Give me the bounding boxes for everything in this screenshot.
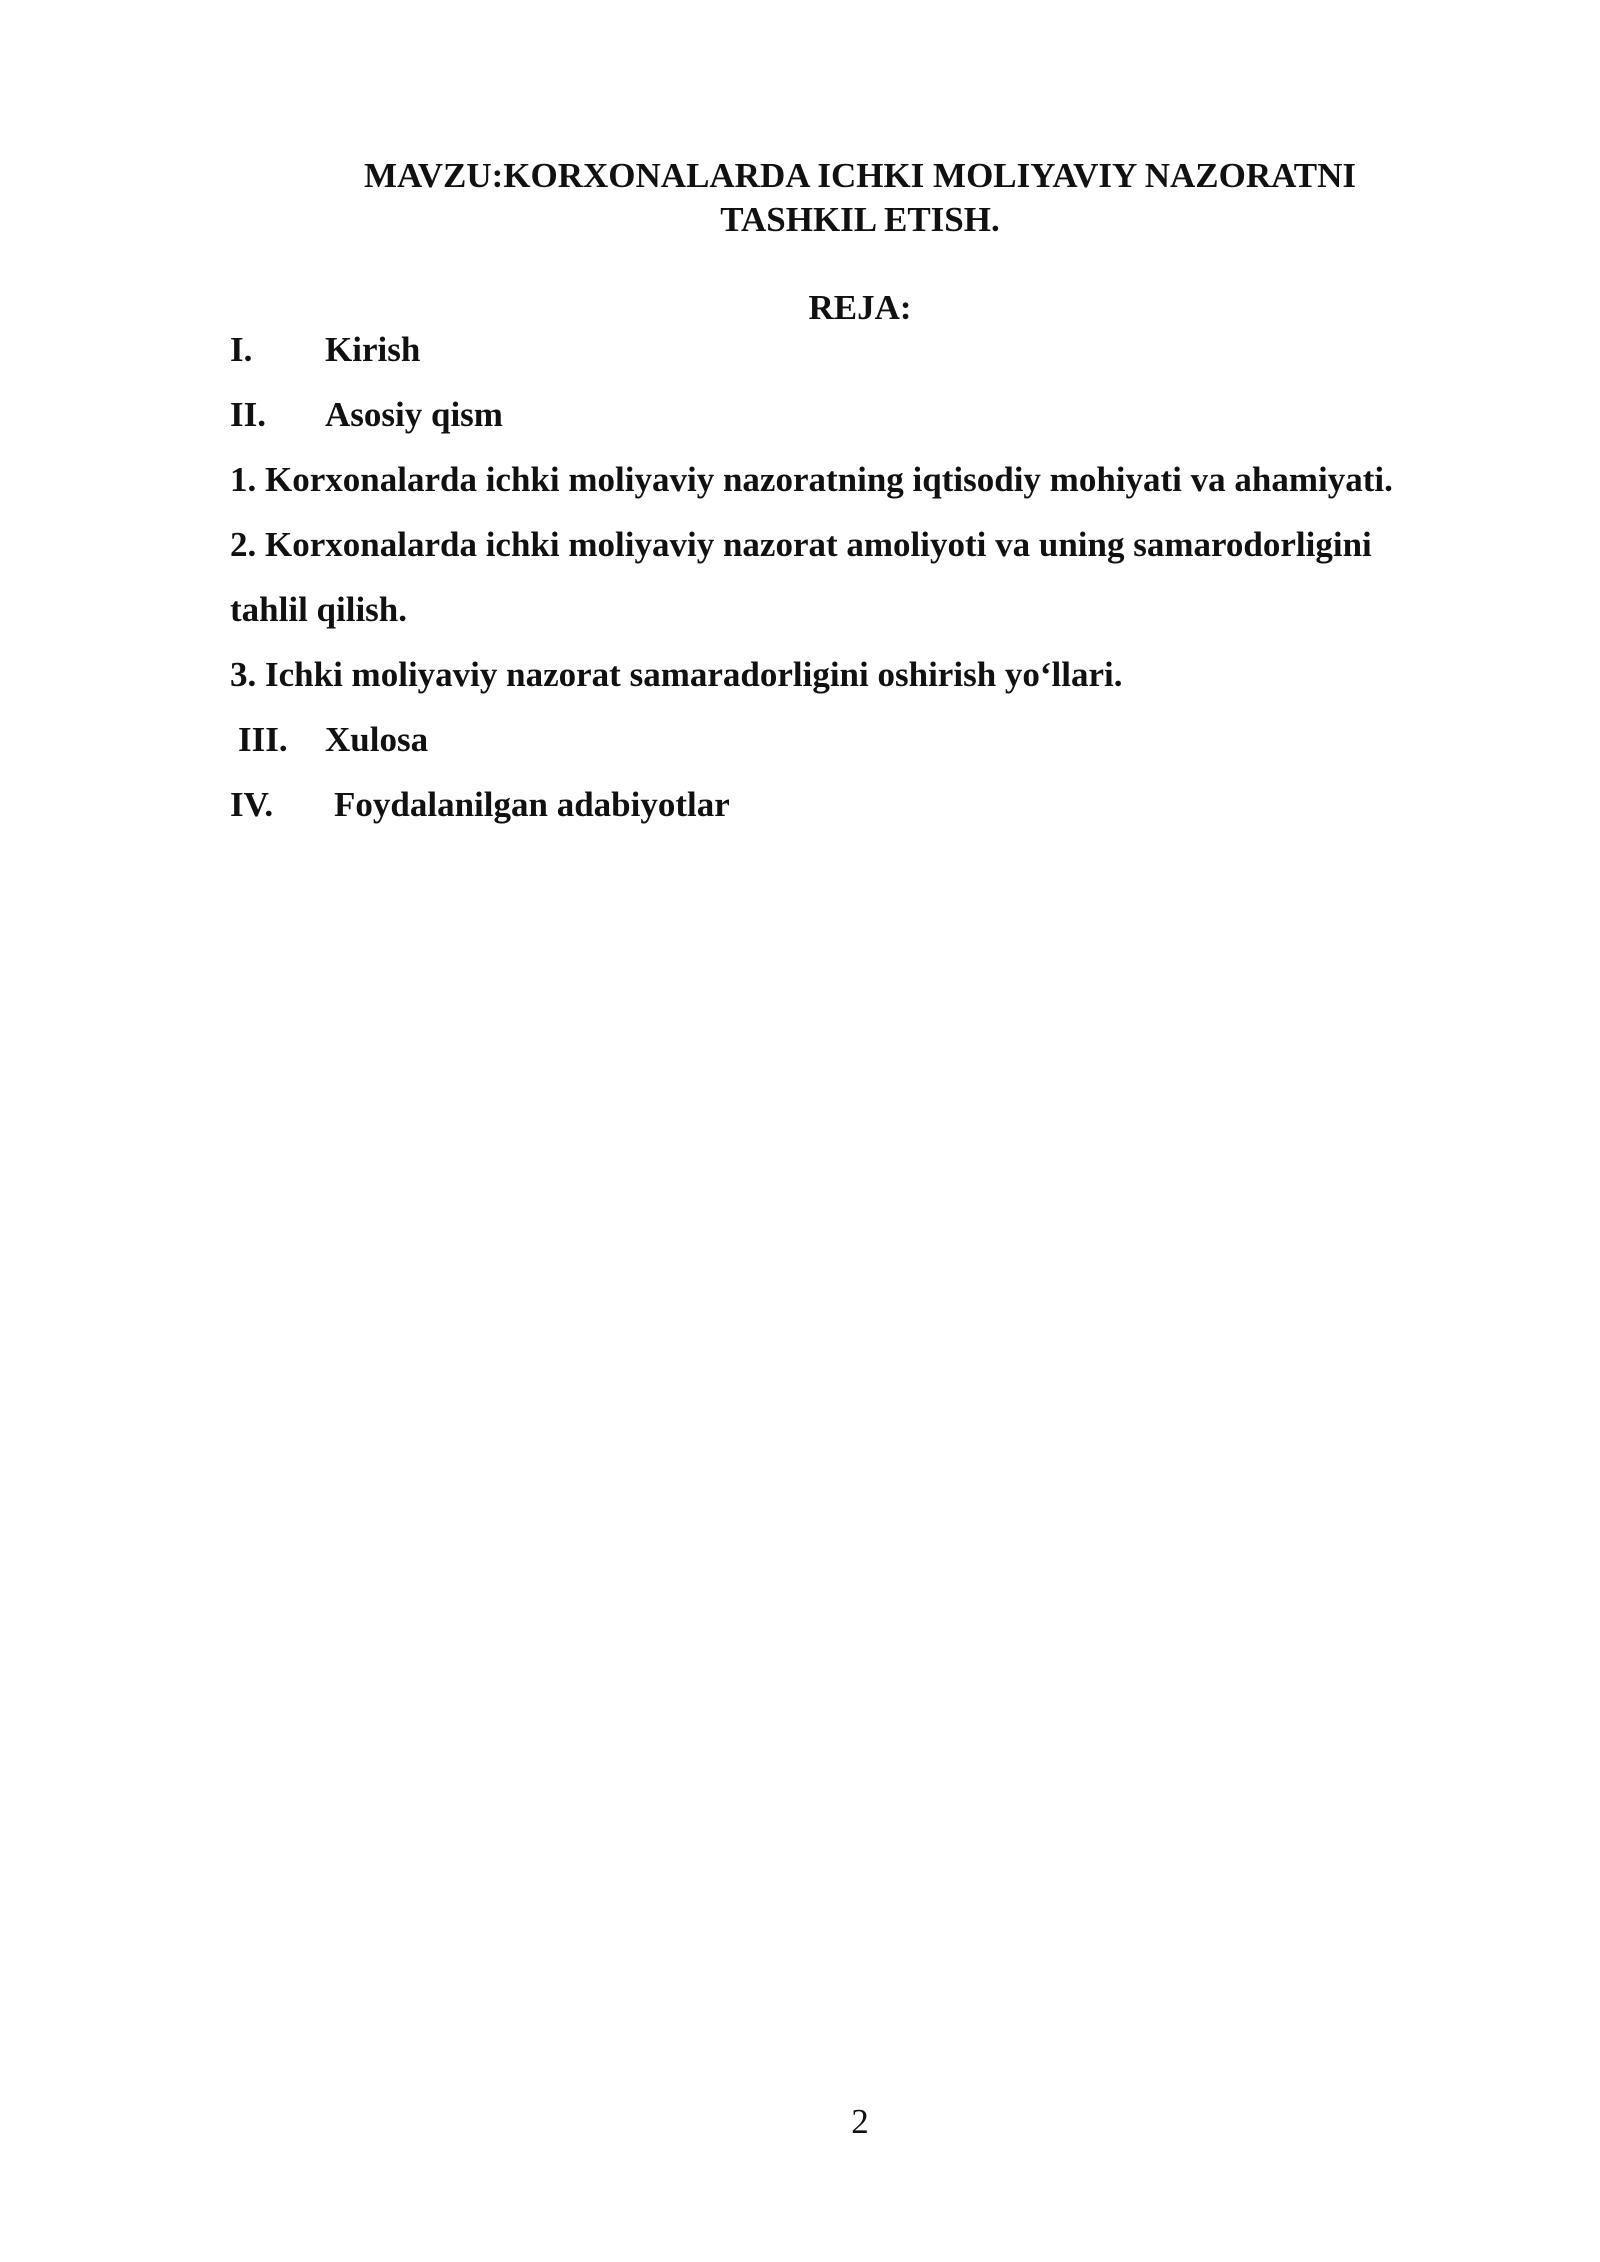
plan-item-1-text: Kirish bbox=[325, 330, 421, 369]
plan-subitem-2-line-2: tahlil qilish. bbox=[230, 590, 408, 629]
plan-heading: REJA: bbox=[808, 288, 912, 327]
plan-item-2-number: II. bbox=[230, 395, 266, 434]
plan-item-4-text: Foydalanilgan adabiyotlar bbox=[334, 785, 730, 824]
plan-item-4-number: IV. bbox=[230, 785, 274, 824]
topic-title-line-2: TASHKIL ETISH. bbox=[720, 200, 1000, 239]
plan-subitem-3: 3. Ichki moliyaviy nazorat samaradorligini oshirish yo‘llari. bbox=[230, 655, 1123, 694]
plan-item-3-text: Xulosa bbox=[325, 720, 429, 759]
plan-item-3-number: III. bbox=[238, 720, 288, 759]
plan-subitem-2-line-1: 2. Korxonalarda ichki moliyaviy nazorat amoliyoti va uning samarodorligini bbox=[230, 525, 1372, 564]
page-number: 2 bbox=[851, 2102, 869, 2141]
plan-item-2-text: Asosiy qism bbox=[325, 395, 503, 434]
plan-subitem-1: 1. Korxonalarda ichki moliyaviy nazoratning iqtisodiy mohiyati va ahamiyati. bbox=[230, 460, 1393, 499]
plan-item-1-number: I. bbox=[230, 330, 253, 369]
topic-title-line-1: MAVZU:KORXONALARDA ICHKI MOLIYAVIY NAZORATNI bbox=[363, 156, 1357, 195]
